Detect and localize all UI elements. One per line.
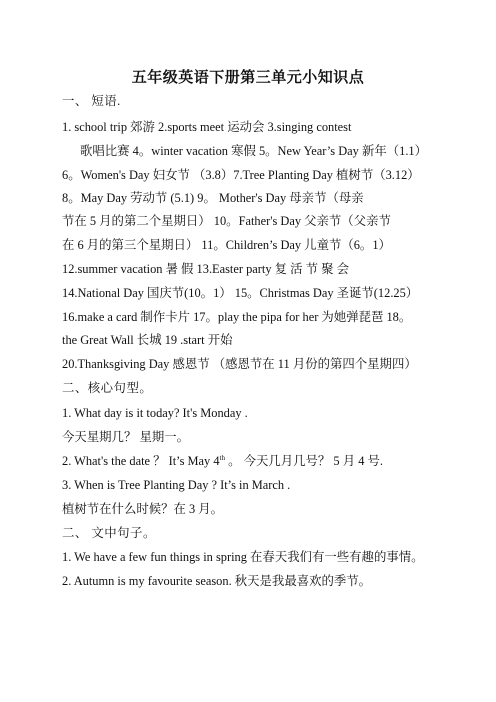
phrase-line: 歌唱比赛 4。winter vacation 寒假 5。New Year’s Day 新年（1.1）	[80, 144, 428, 158]
phrase-line: 8。May Day 劳动节 (5.1) 9。 Mother's Day 母亲节（母亲	[62, 191, 364, 205]
sentence-line: 1. We have a few fun things in spring 在春天我们有一些有趣的事情。	[62, 550, 424, 564]
section-heading-phrases: 一、 短语.	[62, 94, 121, 108]
section-heading-text-sentences: 二、 文中句子。	[62, 526, 156, 540]
sentence-translation: 植树节在什么时候？在 3 月。	[62, 502, 224, 516]
phrase-line: 12.summer vacation 暑 假 13.Easter party 复 活 节 聚 会	[62, 262, 349, 276]
phrase-line: 16.make a card 制作卡片 17。play the pipa for her 为她弹琵琶 18。	[62, 310, 412, 324]
phrase-line: 在 6 月的第三个星期日） 11。Children’s Day 儿童节（6。1）	[62, 238, 391, 252]
sentence-line-date	[62, 453, 446, 469]
phrase-line: 6。Women's Day 妇女节 （3.8）7.Tree Planting Day 植树节（3.12）	[62, 168, 420, 182]
date-ordinal-suffix: th	[219, 453, 225, 462]
phrase-line: 14.National Day 国庆节(10。1） 15。Christmas Day 圣诞节(12.25）	[62, 286, 419, 300]
phrase-line: 20.Thanksgiving Day 感恩节 （感恩节在 11 月份的第四个星期四）	[62, 357, 417, 371]
date-question: 2. What's the date ？ It’s May 4	[62, 454, 220, 468]
phrase-line: 节在 5 月的第二个星期日） 10。Father's Day 父亲节（父亲节	[62, 214, 391, 228]
date-translation: 。 今天几月几号？ 5 月 4 号.	[225, 454, 383, 468]
sentence-line: 1. What day is it today? It's Monday .	[62, 406, 248, 420]
phrase-line: the Great Wall 长城 19 .start 开始	[62, 333, 233, 347]
document-title: 五年级英语下册第三单元小知识点	[131, 70, 365, 86]
sentence-line: 2. Autumn is my favourite season. 秋天是我最喜欢的季节。	[62, 574, 372, 588]
section-heading-core-sentences: 二、核心句型。	[62, 381, 153, 395]
phrase-line: 1. school trip 郊游 2.sports meet 运动会 3.singing contest	[62, 120, 352, 134]
sentence-line: 3. When is Tree Planting Day ? It’s in March .	[62, 478, 291, 492]
sentence-translation: 今天星期几？ 星期一。	[62, 430, 190, 444]
